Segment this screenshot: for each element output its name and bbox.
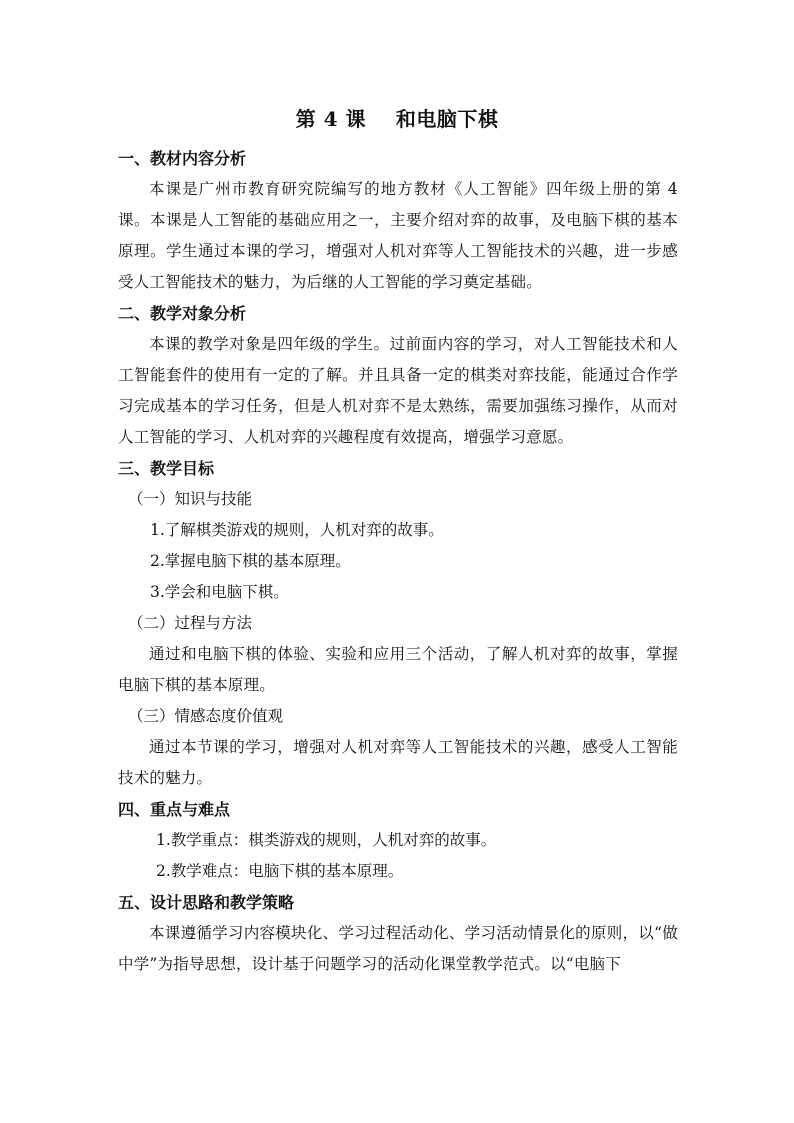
page-title: 第 4 课 和电脑下棋 <box>295 107 499 131</box>
list-item: 2.掌握电脑下棋的基本原理。 <box>150 552 351 570</box>
document-body <box>118 143 678 980</box>
list-item: 3.学会和电脑下棋。 <box>150 583 289 601</box>
section-paragraph-5: 本课遵循学习内容模块化、学习过程活动化、学习活动情景化的原则，以“做中学”为指导思想，设计基于问题学习的活动化课堂教学范式。以“电脑下 <box>118 924 678 973</box>
subheading-attitude-values: （三）情感态度价值观 <box>128 707 284 725</box>
subheading-knowledge-skills: （一）知识与技能 <box>128 490 253 508</box>
section-paragraph-2: 本课的教学对象是四年级的学生。过前面内容的学习，对人工智能技术和人工智能套件的使用有一定的了解。并且具备一定的棋类对弈技能，能通过合作学习完成基本的学习任务，但是人机对弈不是太熟练，需要加强练习操作，从而对人工智能的学习、人机对弈的兴趣程度有效提高，增强学习意愿。 <box>118 335 678 446</box>
section-heading-4: 四、重点与难点 <box>118 800 231 819</box>
process-method-paragraph: 通过和电脑下棋的体验、实验和应用三个活动，了解人机对弈的故事，掌握电脑下棋的基本原理。 <box>118 645 678 694</box>
list-item: 1.教学重点：棋类游戏的规则，人机对弈的故事。 <box>156 831 497 849</box>
list-item: 2.教学难点：电脑下棋的基本原理。 <box>156 862 404 880</box>
list-item: 1.了解棋类游戏的规则，人机对弈的故事。 <box>150 521 444 539</box>
section-heading-2: 二、教学对象分析 <box>118 304 247 323</box>
section-paragraph-1: 本课是广州市教育研究院编写的地方教材《人工智能》四年级上册的第 4 课。本课是人工智能的基础应用之一，主要介绍对弈的故事，及电脑下棋的基本原理。学生通过本课的学习，增强对人机对弈等人工智能技术的兴趣，进一步感受人工智能技术的魅力，为后继的人工智能的学习奠定基础。 <box>118 180 678 291</box>
subheading-process-method: （二）过程与方法 <box>128 614 253 632</box>
attitude-values-paragraph: 通过本节课的学习，增强对人机对弈等人工智能技术的兴趣，感受人工智能技术的魅力。 <box>118 738 678 787</box>
section-heading-5: 五、设计思路和教学策略 <box>118 893 295 912</box>
section-heading-1: 一、教材内容分析 <box>118 149 247 168</box>
section-heading-3: 三、教学目标 <box>118 459 215 478</box>
